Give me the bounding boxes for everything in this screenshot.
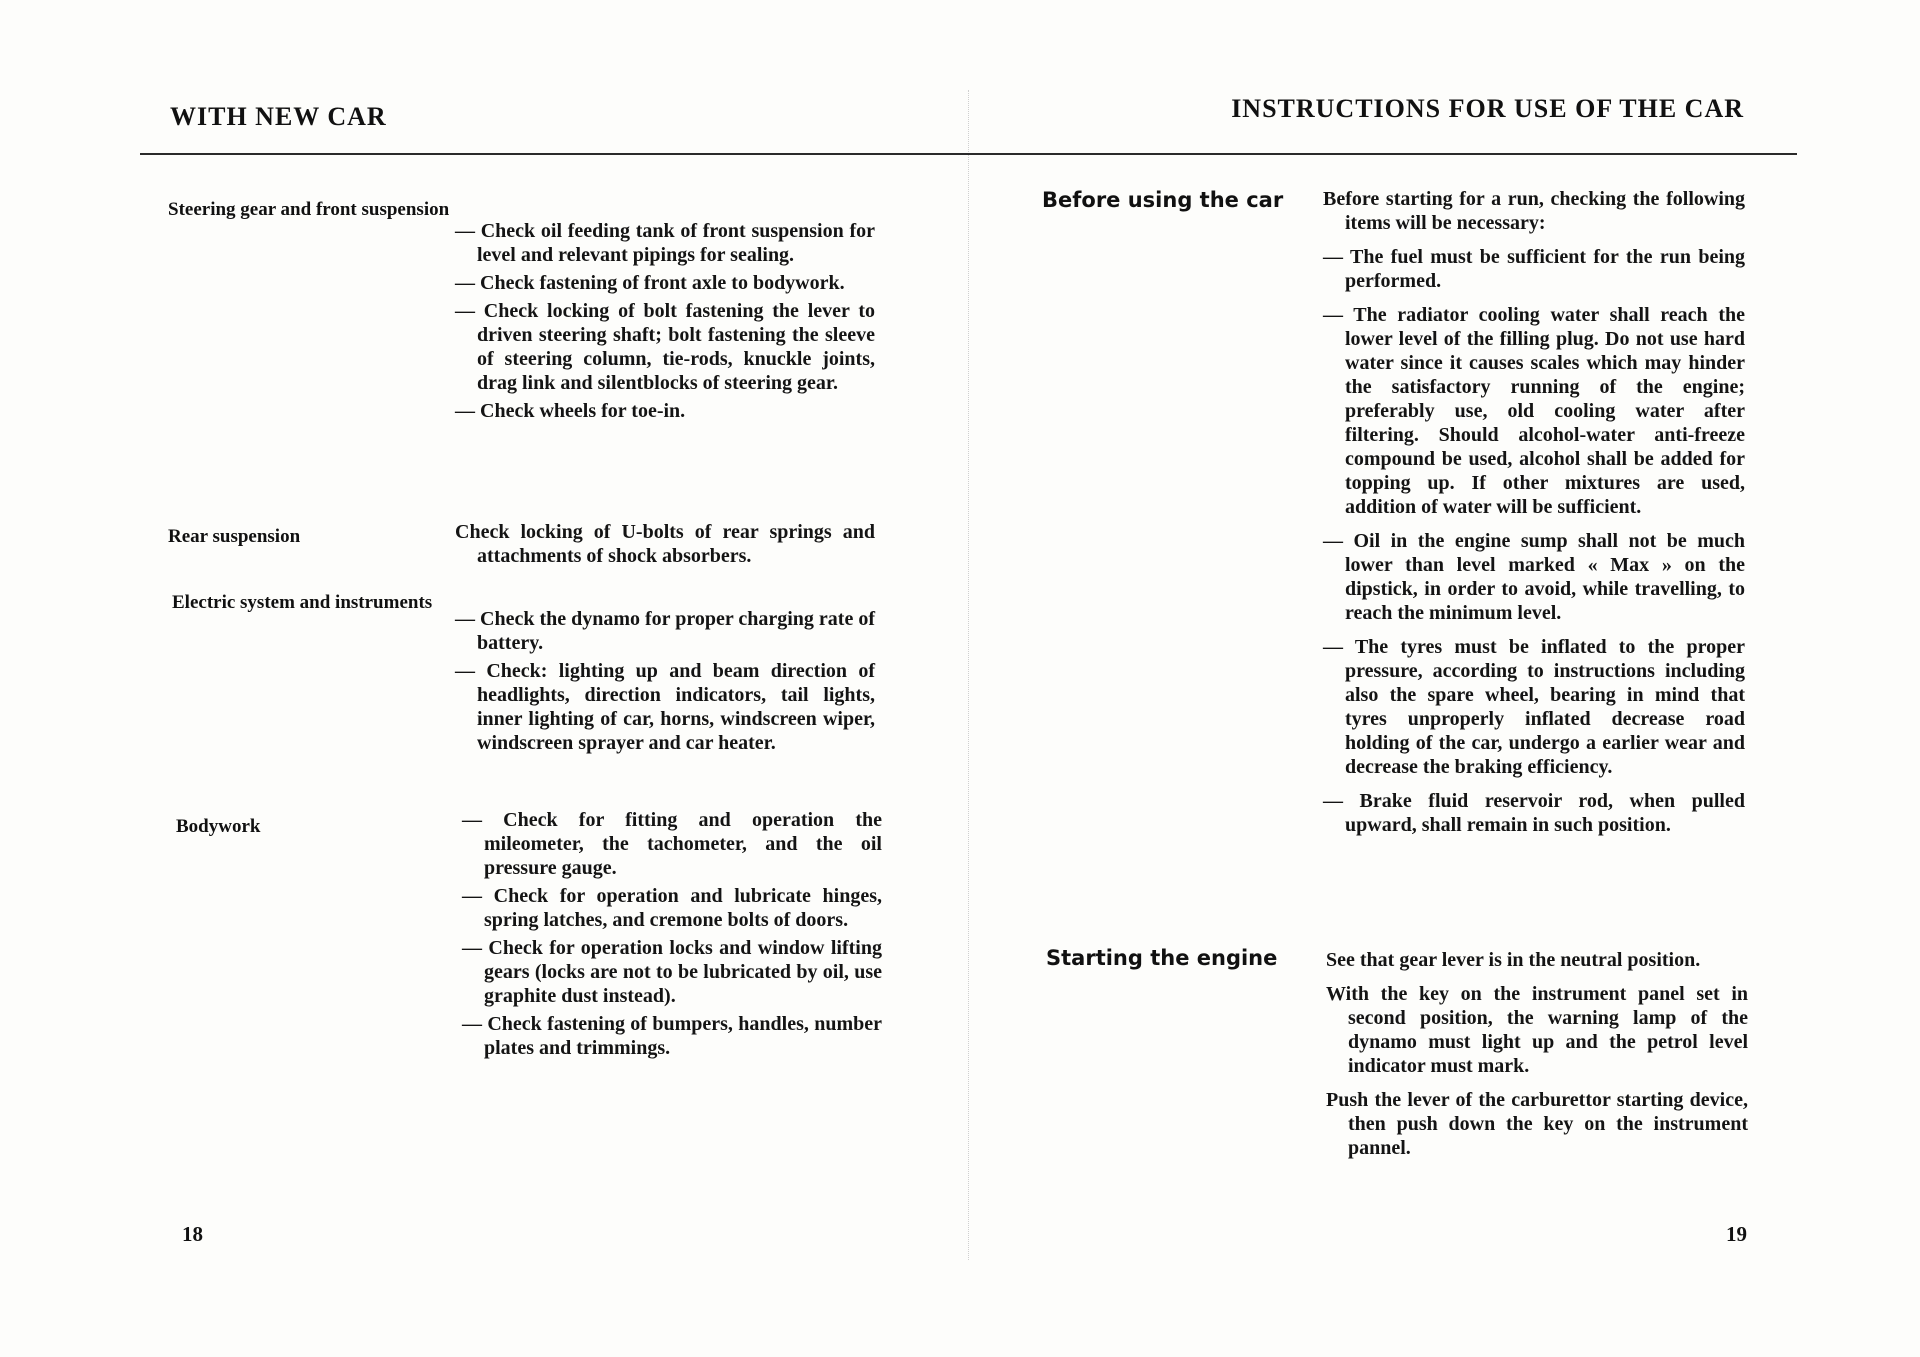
list-item: Before starting for a run, checking the following items will be necessary: bbox=[1323, 188, 1745, 234]
list-item: — The fuel must be sufficient for the run being performed. bbox=[1323, 246, 1745, 292]
section-label-rear-suspension: Rear suspension bbox=[168, 526, 301, 547]
list-item: Check locking of U-bolts of rear springs and attachments of shock absorbers. bbox=[455, 521, 875, 567]
left-running-head: WITH NEW CAR bbox=[170, 102, 387, 131]
list-item: — Check wheels for toe-in. bbox=[455, 400, 686, 422]
heading-starting-engine: Starting the engine bbox=[1046, 946, 1278, 970]
page-number-left: 18 bbox=[182, 1222, 203, 1246]
list-item: — Check oil feeding tank of front suspension for level and relevant pipings for sealing. bbox=[455, 220, 875, 266]
section-label-bodywork: Bodywork bbox=[176, 816, 261, 837]
list-item: See that gear lever is in the neutral position. bbox=[1326, 949, 1701, 971]
list-item: — Oil in the engine sump shall not be much lower than level marked « Max » on the dipstick, in order to avoid, while travelling, to reach the minimum level. bbox=[1323, 530, 1745, 624]
heading-before-using: Before using the car bbox=[1042, 188, 1284, 212]
list-item: With the key on the instrument panel set in second position, the warning lamp of the dynamo must light up and the petrol level indicator must mark. bbox=[1326, 983, 1748, 1077]
list-item: — Check: lighting up and beam direction of headlights, direction indicators, tail lights, inner lighting of car, horns, windscreen wiper, windscreen sprayer and car heater. bbox=[455, 660, 875, 754]
section-items-steering bbox=[455, 219, 875, 427]
list-item: — Check fastening of front axle to bodywork. bbox=[455, 272, 845, 294]
page-number-right: 19 bbox=[1726, 1222, 1747, 1246]
list-item: — The radiator cooling water shall reach the lower level of the filling plug. Do not use hard water since it causes scales which may hinder the satisfactory running of the engine; preferably use, old cooling water after filtering. Should alcohol-water anti-freeze compound be used, alcohol shall be added for topping up. If other mixtures are used, addition of water will be sufficient. bbox=[1323, 304, 1745, 518]
section-items-rear-suspension bbox=[455, 520, 875, 572]
list-item: — Check for fitting and operation the mileometer, the tachometer, and the oil pressure gauge. bbox=[462, 809, 882, 879]
list-item: — Check the dynamo for proper charging rate of battery. bbox=[455, 608, 875, 654]
show-through-text bbox=[1040, 470, 1045, 493]
header-rule bbox=[140, 153, 1797, 155]
right-running-head: INSTRUCTIONS FOR USE OF THE CAR bbox=[1231, 94, 1744, 123]
section-label-steering: Steering gear and front suspension bbox=[168, 199, 450, 220]
section-items-bodywork bbox=[462, 808, 882, 1064]
section-items-electric bbox=[455, 607, 875, 759]
list-item: — The tyres must be inflated to the proper pressure, according to instructions including also the spare wheel, bearing in mind that tyres unproperly inflated decrease road holding of the car, undergo a earlier wear and decrease the braking efficiency. bbox=[1323, 636, 1745, 778]
page-gutter bbox=[968, 90, 969, 1260]
list-item: — Check locking of bolt fastening the lever to driven steering shaft; bolt fastening the sleeve of steering column, tie-rods, knuckle joints, drag link and silentblocks of steering gear. bbox=[455, 300, 875, 394]
section-items-before-using bbox=[1323, 187, 1745, 847]
list-item: — Check for operation locks and window lifting gears (locks are not to be lubricated by oil, use graphite dust instead). bbox=[462, 937, 882, 1007]
section-label-electric: Electric system and instruments bbox=[172, 592, 433, 613]
section-items-starting-engine bbox=[1326, 948, 1748, 1170]
list-item: Push the lever of the carburettor starting device, then push down the key on the instrument pannel. bbox=[1326, 1089, 1748, 1159]
list-item: — Brake fluid reservoir rod, when pulled upward, shall remain in such position. bbox=[1323, 790, 1745, 836]
list-item: — Check fastening of bumpers, handles, number plates and trimmings. bbox=[462, 1013, 882, 1059]
list-item: — Check for operation and lubricate hinges, spring latches, and cremone bolts of doors. bbox=[462, 885, 882, 931]
